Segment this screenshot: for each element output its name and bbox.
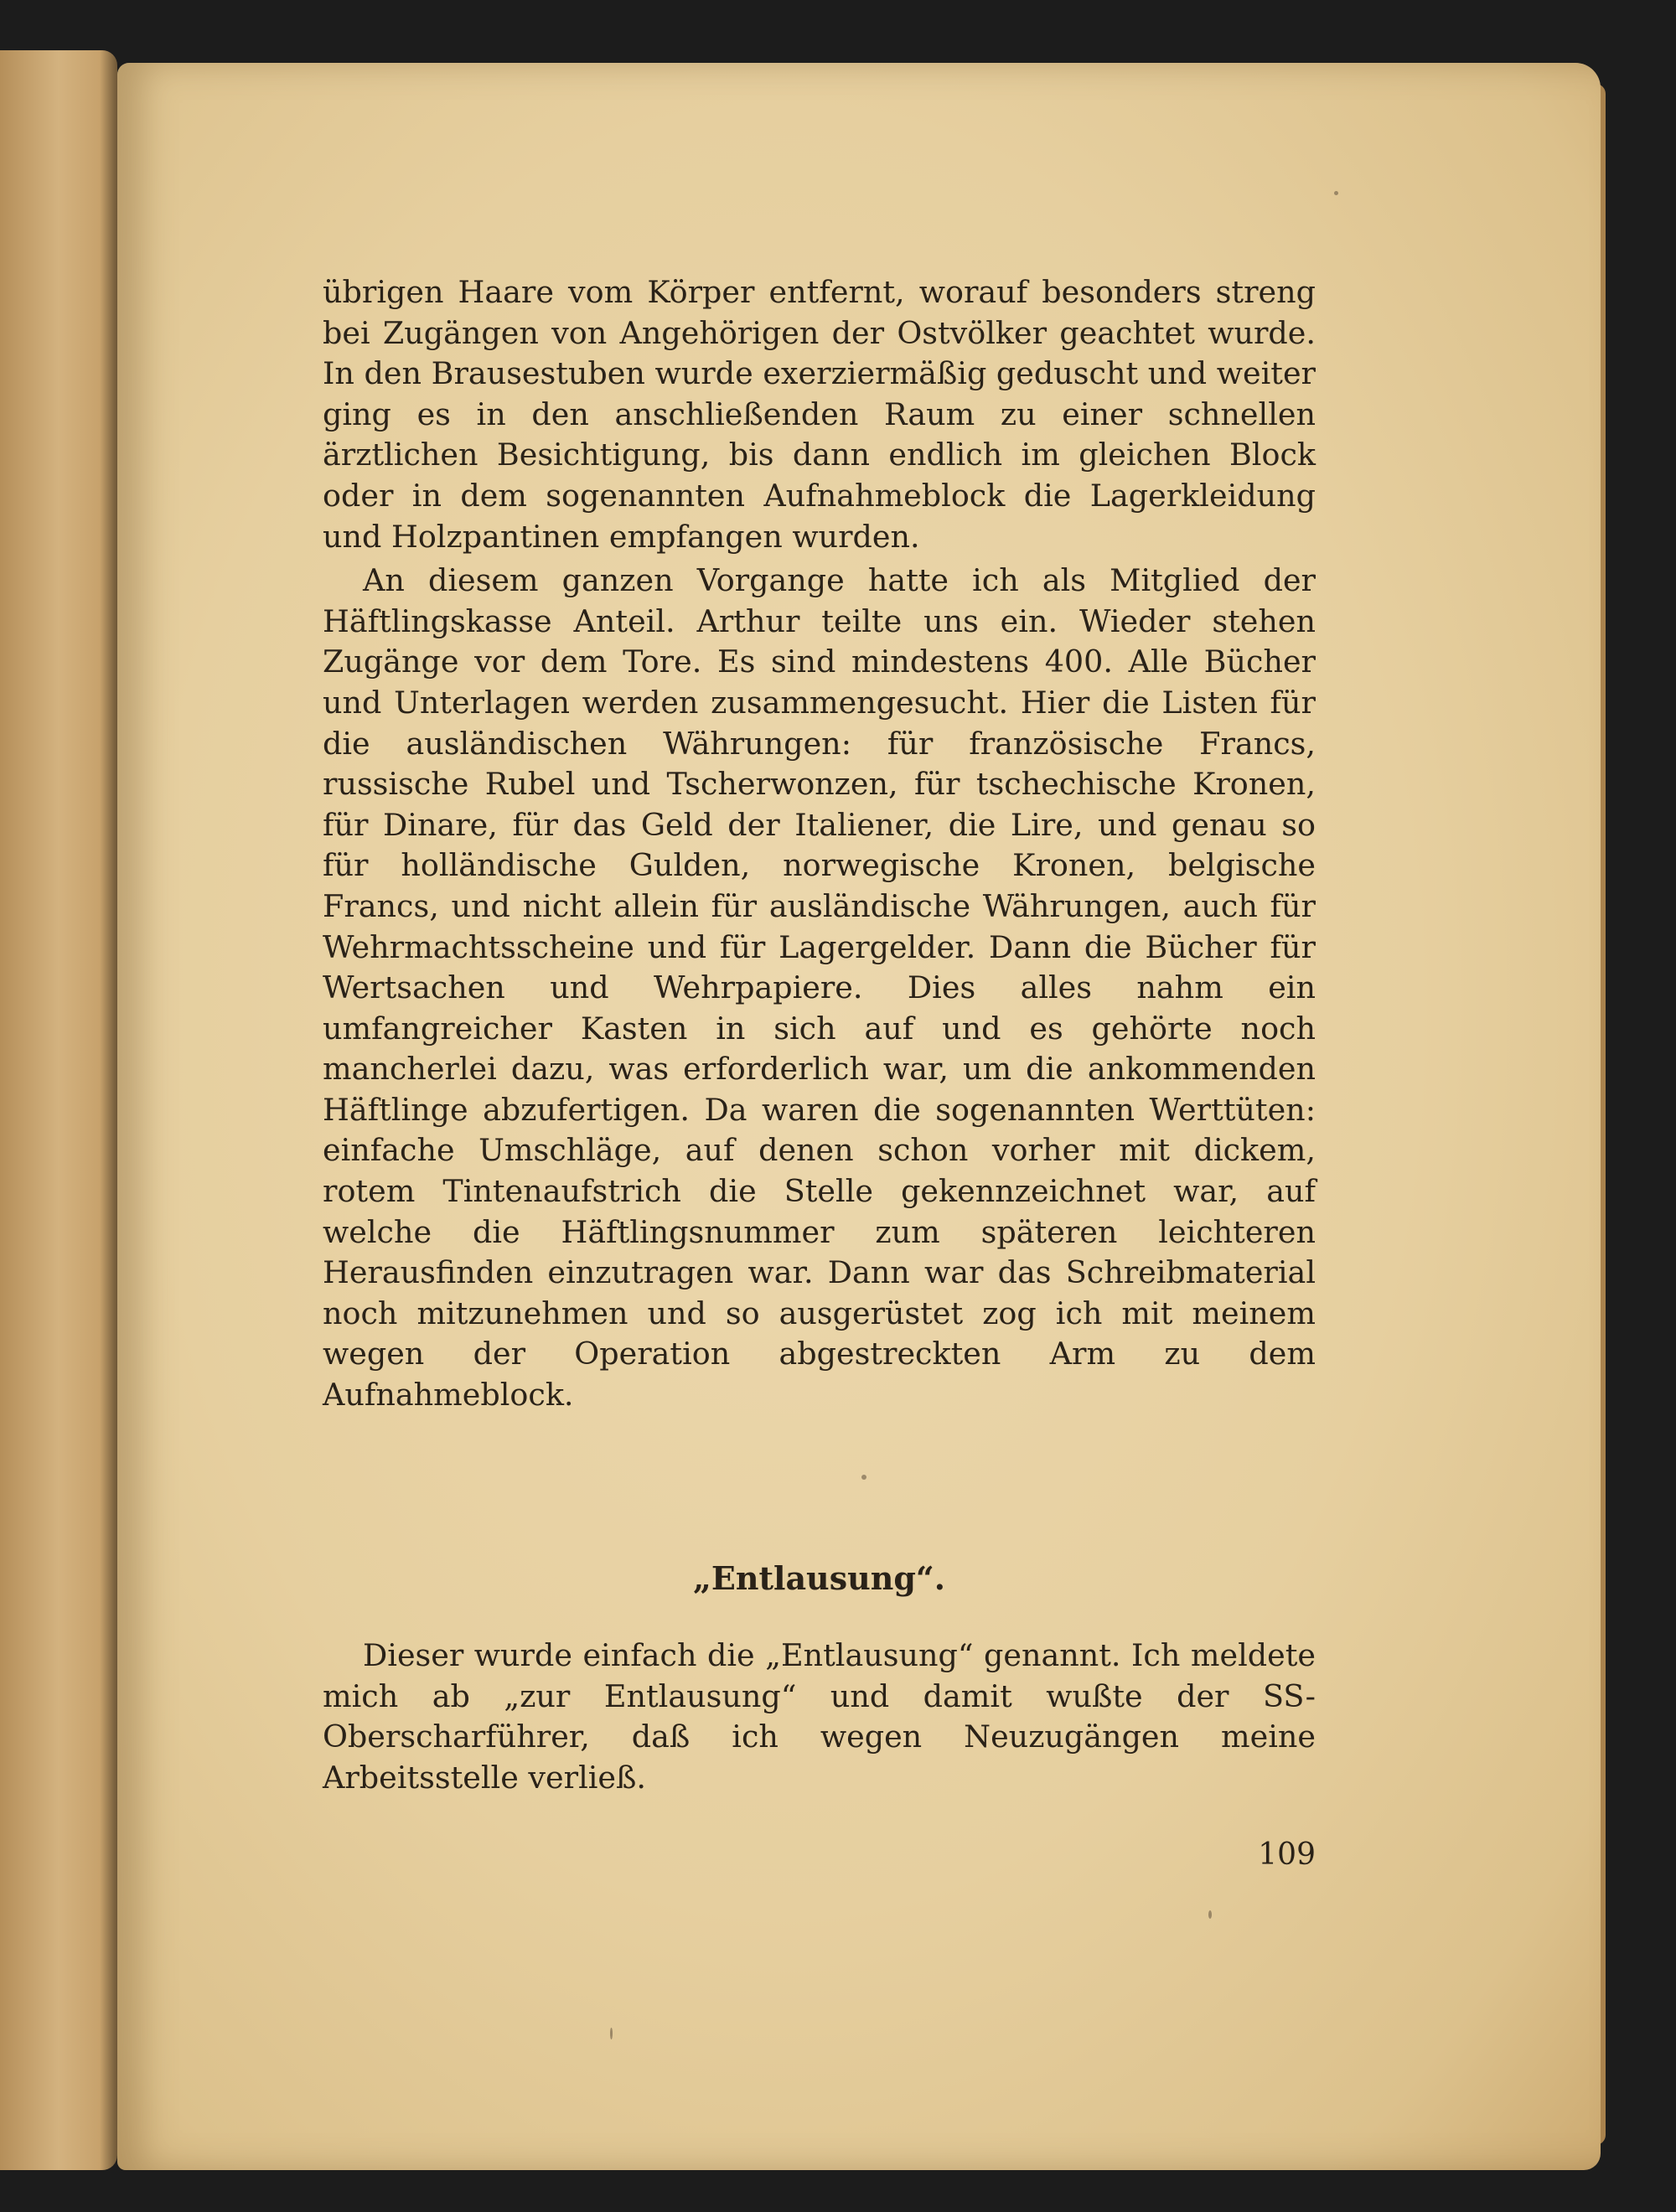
paper-speck	[1334, 191, 1338, 195]
paragraph-2: An diesem ganzen Vorgange hatte ich als Mitglied der Häftlingskasse Anteil. Arthur teilte uns ein. Wieder stehen Zugänge vor dem Tore. Es sind mindestens 400. Alle Bücher und Unterlagen werden zusammengesucht. Hier die Listen für die ausländischen Währungen: für französische Francs, russische Rubel und Tscherwonzen, für tschechische Kronen, für Dinare, für das Geld der Italiener, die Lire, und genau so für holländische Gulden, norwegische Kronen, belgische Francs, und nicht allein für ausländische Währungen, auch für Wehrmachtsscheine und für Lagergelder. Dann die Bücher für Wertsachen und Wehrpapiere. Dies alles nahm ein umfangreicher Kasten in sich auf und es gehörte noch mancherlei dazu, was erforderlich war, um die ankommenden Häftlinge abzufertigen. Da waren die sogenannten Werttüten: einfache Umschläge, auf denen schon vorher mit dickem, rotem Tintenaufstrich die Stelle gekennzeichnet war, auf welche die Häftlingsnummer zum späteren leichteren Herausfinden einzutragen war. Dann war das Schreibmaterial noch mitzunehmen und so ausgerüstet zog ich mit meinem wegen der Operation abgestreckten Arm zu dem Aufnahmeblock.	[323, 562, 1316, 1414]
paper-speck	[861, 1475, 866, 1480]
paragraph-3: Dieser wurde einfach die „Entlausung“ genannt. Ich meldete mich ab „zur Entlausung“ und damit wußte der SS-Oberscharführer, daß ich wegen Neuzugängen meine Arbeitsstelle verließ.	[323, 1637, 1316, 1796]
paper-speck	[610, 2028, 613, 2039]
body-text	[323, 272, 1316, 1416]
page-number: 109	[1258, 1837, 1316, 1872]
paragraph-1: übrigen Haare vom Körper entfernt, worauf besonders streng bei Zugängen von Angehörigen der Ostvölker geachtet wurde. In den Brausestuben wurde exerziermäßig geduscht und weiter ging es in den anschließenden Raum zu einer schnellen ärztlichen Besichtigung, bis dann endlich im gleichen Block oder in dem sogenannten Aufnahmeblock die Lagerkleidung und Holzpantinen empfangen wurden.	[323, 274, 1316, 555]
left-page-edge	[0, 50, 117, 2170]
paper-speck	[1208, 1910, 1212, 1919]
section-heading: „Entlausung“.	[693, 1559, 945, 1597]
